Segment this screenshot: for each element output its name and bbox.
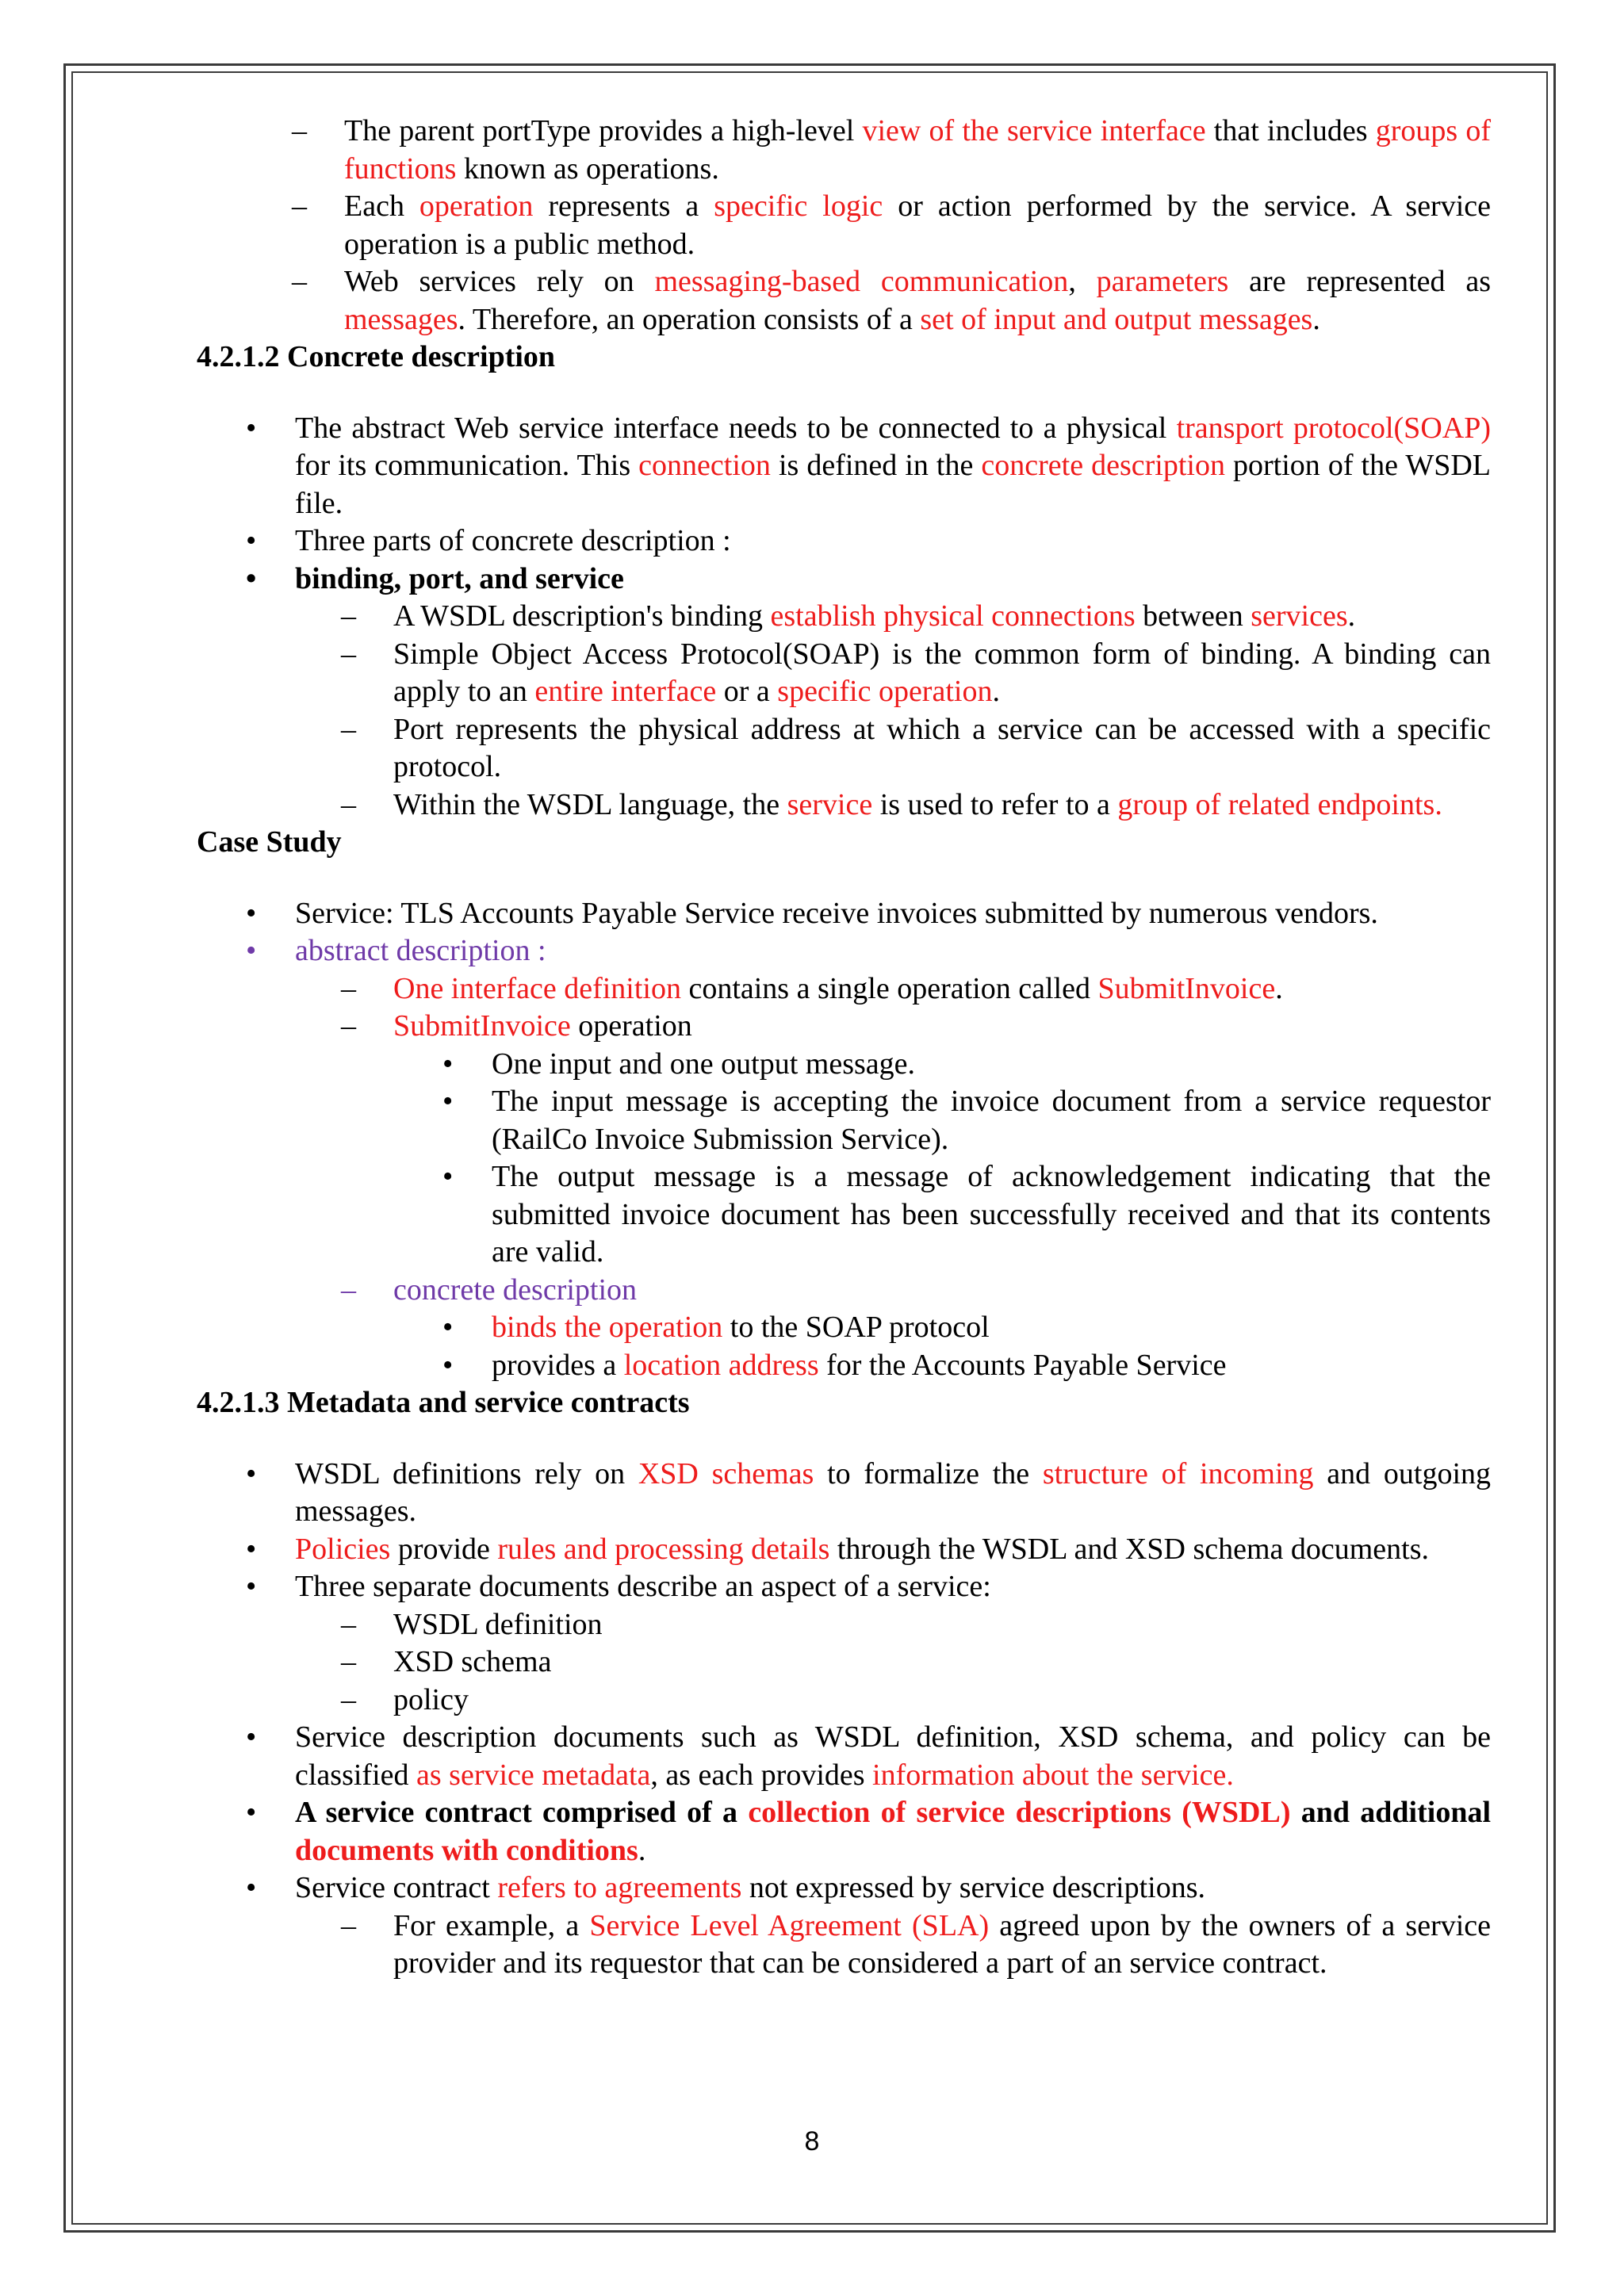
text-run: between xyxy=(1135,599,1251,633)
highlighted-term: XSD schemas xyxy=(638,1456,814,1490)
text-run: represents a xyxy=(533,189,714,223)
list-item: – WSDL definition xyxy=(197,1606,1491,1644)
highlighted-term: messaging-based communication xyxy=(654,265,1069,298)
page-number: 8 xyxy=(804,2126,820,2156)
list-item xyxy=(197,1719,1491,1794)
list-item: • Three parts of concrete description : xyxy=(197,522,1491,561)
highlighted-term: messages xyxy=(344,302,458,336)
highlighted-term: groups of functions xyxy=(344,114,1492,186)
section-heading-case-study: Case Study xyxy=(197,825,342,859)
list-item: • Service: TLS Accounts Payable Service receive invoices submitted by numerous vendors. xyxy=(197,895,1491,933)
text-run: Port represents the physical address at which a service can be accessed with a specific protocol. xyxy=(393,712,1491,783)
text-run: . xyxy=(638,1833,646,1867)
list-item xyxy=(197,113,1491,188)
list-item xyxy=(197,188,1491,263)
list-item: – concrete description xyxy=(197,1272,1491,1310)
text-run: . xyxy=(992,675,1000,708)
metadata-list xyxy=(197,1456,1491,1983)
list-item: – policy xyxy=(197,1682,1491,1720)
page-content xyxy=(197,113,1491,1983)
section-heading-metadata: 4.2.1.3 Metadata and service contracts xyxy=(197,1386,690,1419)
list-item xyxy=(197,711,1491,786)
highlighted-term: information about the service. xyxy=(872,1758,1234,1792)
text-run: . xyxy=(1275,971,1283,1005)
text-run: Web services rely on xyxy=(344,265,655,298)
highlighted-term: establish physical connections xyxy=(770,599,1136,633)
text-run: that includes xyxy=(1205,114,1376,147)
text-run: Service description documents such as WSDL definition, XSD schema, and policy can be classified xyxy=(295,1720,1491,1792)
text-run: A WSDL description's binding xyxy=(393,599,771,633)
text-run: portion of the WSDL file. xyxy=(295,449,1491,520)
highlighted-term: as service metadata xyxy=(416,1758,651,1792)
highlighted-term: group of related endpoints. xyxy=(1117,787,1442,821)
text-run: , xyxy=(1068,265,1097,298)
highlighted-term: view of the service interface xyxy=(862,114,1206,147)
list-item xyxy=(197,410,1491,523)
highlighted-term: location address xyxy=(623,1348,819,1382)
list-item xyxy=(197,1309,1491,1347)
list-item xyxy=(197,1531,1491,1569)
highlighted-term: rules and processing details xyxy=(497,1532,830,1566)
list-item xyxy=(197,1008,1491,1046)
highlighted-term: refers to agreements xyxy=(497,1871,742,1904)
text-run: not expressed by service descriptions. xyxy=(741,1871,1206,1904)
list-item xyxy=(197,1869,1491,1908)
list-item xyxy=(197,636,1491,711)
list-item xyxy=(197,1794,1491,1869)
text-run: provides a xyxy=(492,1348,624,1382)
text-run: . xyxy=(1312,302,1320,336)
text-run: WSDL definitions rely on xyxy=(295,1456,638,1490)
list-item xyxy=(197,786,1491,825)
list-item xyxy=(197,970,1491,1008)
text-run: and outgoing messages. xyxy=(295,1456,1492,1528)
text-run: are represented as xyxy=(1228,265,1491,298)
highlighted-term: concrete description xyxy=(981,449,1225,482)
text-run: The parent portType provides a high-level xyxy=(344,114,863,147)
list-item: • abstract description : xyxy=(197,932,1491,970)
highlighted-term: transport protocol(SOAP) xyxy=(1176,411,1491,445)
text-run: Simple Object Access Protocol(SOAP) is the common form of binding. A binding can apply to an xyxy=(393,637,1491,708)
text-run: contains a single operation called xyxy=(680,971,1098,1005)
text-run: is used to refer to a xyxy=(872,787,1118,821)
text-run: operation xyxy=(570,1009,692,1043)
highlighted-term: service xyxy=(787,787,873,821)
list-item: • One input and one output message. xyxy=(197,1046,1491,1084)
highlighted-term: operation xyxy=(419,189,534,223)
highlighted-term: services xyxy=(1251,599,1348,633)
text-run: Service contract xyxy=(295,1871,498,1904)
highlighted-term: SubmitInvoice xyxy=(1097,971,1276,1005)
text-run: . xyxy=(1347,599,1356,633)
text-run: or a xyxy=(716,675,778,708)
list-item: • The output message is a message of acknowledgement indicating that the submitted invoice document has been successfully received and that its contents are valid. xyxy=(197,1158,1491,1272)
highlighted-term: entire interface xyxy=(534,675,717,708)
list-item xyxy=(197,1908,1491,1983)
highlighted-term: specific logic xyxy=(714,189,883,223)
text-run: provide xyxy=(390,1532,498,1566)
list-item: • Three separate documents describe an aspect of a service: xyxy=(197,1568,1491,1606)
highlighted-term: parameters xyxy=(1096,265,1229,298)
text-run: , as each provides xyxy=(650,1758,873,1792)
text-run: to the SOAP protocol xyxy=(722,1311,990,1344)
highlighted-term: connection xyxy=(638,449,771,482)
highlighted-term: SubmitInvoice xyxy=(393,1009,571,1043)
highlighted-term: Service Level Agreement (SLA) xyxy=(589,1908,990,1942)
list-item xyxy=(197,1347,1491,1385)
case-study-list xyxy=(197,895,1491,1385)
highlighted-term: collection of service descriptions (WSDL) xyxy=(748,1796,1291,1829)
text-run: through the WSDL and XSD schema documents. xyxy=(829,1532,1430,1566)
list-item: – XSD schema xyxy=(197,1644,1491,1682)
list-item xyxy=(197,1456,1491,1531)
porttype-list xyxy=(197,113,1491,339)
text-run: . Therefore, an operation consists of a xyxy=(458,302,921,336)
text-run: known as operations. xyxy=(456,151,719,186)
list-item: • binding, port, and service xyxy=(197,561,1491,599)
concrete-description-list xyxy=(197,410,1491,825)
text-run: for the Accounts Payable Service xyxy=(818,1348,1227,1382)
text-run: agreed upon by the owners of a service provider and its requestor that can be considered a part of an service contract. xyxy=(393,1908,1492,1980)
text-run: The abstract Web service interface needs to be connected to a physical xyxy=(295,411,1177,445)
text-run: to formalize the xyxy=(814,1456,1043,1490)
text-run: A service contract comprised of a xyxy=(295,1796,749,1829)
highlighted-term: binds the operation xyxy=(492,1311,723,1344)
list-item: • The input message is accepting the invoice document from a service requestor (RailCo Invoice Submission Service). xyxy=(197,1083,1491,1158)
highlighted-term: One interface definition xyxy=(393,971,681,1005)
highlighted-term: set of input and output messages xyxy=(920,302,1313,336)
text-run: Each xyxy=(344,189,419,223)
section-heading-concrete-description: 4.2.1.2 Concrete description xyxy=(197,340,556,373)
text-run: or action performed by the service. A service operation is a public method. xyxy=(344,189,1492,261)
list-item xyxy=(197,598,1491,636)
highlighted-term: documents with conditions xyxy=(295,1833,638,1867)
text-run: is defined in the xyxy=(770,449,982,482)
text-run: For example, a xyxy=(393,1908,590,1942)
text-run: and additional xyxy=(1290,1796,1492,1829)
text-run: for its communication. This xyxy=(295,449,639,482)
text-run: Within the WSDL language, the xyxy=(393,787,787,821)
highlighted-term: specific operation xyxy=(777,675,993,708)
highlighted-term: structure of incoming xyxy=(1042,1456,1314,1490)
highlighted-term: Policies xyxy=(295,1532,391,1566)
list-item xyxy=(197,263,1491,339)
